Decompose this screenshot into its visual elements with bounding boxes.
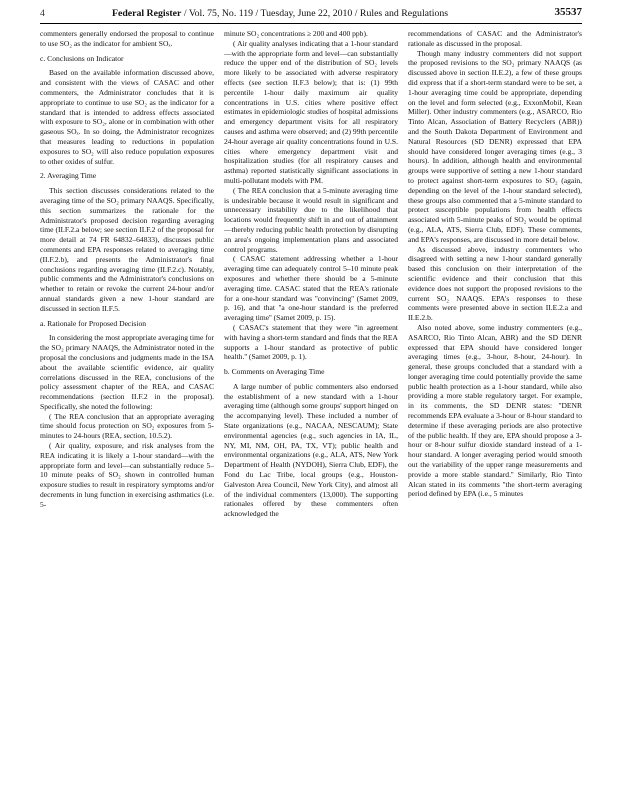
paragraph: In considering the most appropriate averaging time for the SO₂ primary NAAQS, the Administrator noted in the proposal the conclusions and judgments made in the ISA about the available scientific evidence, air quality correlations discussed in the REA, conclusions of the policy assessment chapter of the REA, and CASAC recommendations (section II.F.2 in the proposal). Specifically, she noted the following: xyxy=(40,333,214,411)
column-middle xyxy=(224,29,398,519)
paragraph: Though many industry commenters did not support the proposed revisions to the SO₂ primary NAAQS (as discussed above in section II.E.2), a few of these groups did express that if a short-term standard were to be set, a 1-hour averaging time could be appropriate, depending on the level and form selected (e.g., ExxonMobil, Kean Miller). Other industry commenters (e.g., ASARCO, Rio Tinto Alcan, Association of Battery Recyclers (ABR)) and the South Dakota Department of Environment and Natural Resources (SD DENR) expressed that EPA should have considered longer averaging times (e.g., 3 hours). In addition, although health and environmental groups were supportive of setting a new 1-hour standard to protect against short-term exposures to SO₂ (again, depending on the level of the 1-hour standard selected), these groups also commented that a 5-minute standard to protect susceptible populations from health effects associated with 5-minute peaks of SO₂ would be optimal (e.g., ALA, ATS, Sierra Club, EDF). These comments, and EPA's responses, are discussed in more detail below. xyxy=(408,48,582,244)
section-heading: 2. Averaging Time xyxy=(40,171,97,181)
paragraph: minute SO₂ concentrations ≥ 200 and 400 ppb). xyxy=(224,29,368,38)
bullet-paragraph: ( Air quality, exposure, and risk analyses from the REA indicating it is likely a 1-hour standard—with the appropriate form and level—can substantially reduce 5–10 minute peaks of SO₂ shown in controlled human exposure studies to result in respiratory symptoms and/or decrements in lung function in exercising asthmatics (i.e. 5- xyxy=(40,441,214,509)
bullet-paragraph: ( The REA conclusion that an appropriate averaging time should focus protection on SO₂ exposures from 5-minutes to 24-hours (REA, section, 10.5.2). xyxy=(40,411,214,441)
paragraph: Also noted above, some industry commenters (e.g., ASARCO, Rio Tinto Alcan, ABR) and the SD DENR expressed that EPA should have considered longer averaging times (e.g., 3-hour, 8-hour, 24-hour). In general, these groups concluded that a standard with a longer averaging time could potentially provide the same public health protection as a 1-hour standard, while also providing a more stable regulatory target. For example, in its comments, the SD DENR states: ''DENR recommends EPA evaluate a 3-hour or 8-hour standard to determine if these averaging periods are also protective of the public health. If they are, EPA should propose a 3-hour or 8-hour sulfur dioxide standard instead of a 1-hour standard. A longer averaging period would smooth out the variability of the upper range measurements and provide a more stable standard.'' Similarly, Rio Tinto Alcan stated in its comments ''the short-term averaging period defined by EPA (i.e., 5 minutes xyxy=(408,322,582,499)
bullet-paragraph: ( The REA conclusion that a 5-minute averaging time is undesirable because it would result in significant and unnecessary instability due to the likelihood that locations would frequently shift in and out of attainment—thereby reducing public health protection by disrupting an area's ongoing implementation plans and associated control programs. xyxy=(224,185,398,254)
paragraph: This section discusses considerations related to the averaging time of the SO₂ primary NAAQS. Specifically, this section summarizes the rationale for the Administrator's proposed decision regarding averaging time (II.F.2.a below; see section II.F.2 of the proposal for more detail at 74 FR 64832–64833), discusses public comments and EPA responses related to averaging time (II.F.2.b), and presents the Administrator's final conclusions regarding averaging time (II.F.2.c). Notably, public comments and the Administrator's conclusions on whether to retain or revoke the current 24-hour and/or annual standards given a new 1-hour standard are discussed in section II.F.5. xyxy=(40,186,214,313)
bullet-paragraph: ( CASAC's statement that they were ''in agreement with having a short-term standard and finds that the REA supports a 1-hour standard as protective of public health.'' (Samet 2009, p. 1). xyxy=(224,322,398,362)
section-heading: b. Comments on Averaging Time xyxy=(224,367,325,377)
paragraph: recommendations of CASAC and the Administrator's rationale as discussed in the proposal. xyxy=(408,29,582,48)
paragraph: As discussed above, industry commenters who disagreed with setting a new 1-hour standard generally based this conclusion on their interpretation of the scientific evidence and their conclusion that this evidence does not support the proposed revisions to the current SO₂ NAAQS. EPA's responses to these comments were presented above in section II.E.2.a and II.E.2.b. xyxy=(408,244,582,323)
issue-details: / Vol. 75, No. 119 / Tuesday, June 22, 2010 / Rules and Regulations xyxy=(183,8,449,19)
section-heading: c. Conclusions on Indicator xyxy=(40,53,124,63)
journal-title: Federal Register xyxy=(112,8,182,19)
margin-mark: 4 xyxy=(40,8,45,19)
page-header xyxy=(40,6,582,22)
page-number: 35537 xyxy=(554,6,582,18)
paragraph: A large number of public commenters also endorsed the establishment of a new standard with a 1-hour averaging time (although some groups' support hinged on the accompanying level). These included a number of State organizations (e.g., NACAA, NESCAUM); State environmental agencies (e.g., such agencies in IA, IL, NY, MI, NM, OH, PA, TX, VT); public health and environmental organizations (e.g., ALA, ATS, New York Department of Health (NYDOH), Sierra Club, EDF), the Fond du Lac Tribe, local groups (e.g., Houston-Galveston Area Council, New York City), and almost all of the individual commenters (13,000). The supporting rationales offered by these commenters often acknowledged the xyxy=(224,381,398,519)
section-heading: a. Rationale for Proposed Decision xyxy=(40,318,147,328)
column-left xyxy=(40,29,214,510)
column-right xyxy=(408,29,582,499)
running-head xyxy=(112,8,448,19)
bullet-paragraph: ( CASAC statement addressing whether a 1-hour averaging time can adequately control 5–10 minute peak exposures and whether there should be a 5-minute averaging time. CASAC stated that the REA's rationale for a one-hour standard was ''convincing'' (Samet 2009, p. 16), and that ''a one-hour standard is the preferred averaging time'' (Samet 2009, p. 15). xyxy=(224,254,398,323)
paragraph: Based on the available information discussed above, and consistent with the views of CASAC and other commenters, the Administrator concludes that it is appropriate to continue to use SO₂ as the indicator for a standard that is intended to address effects associated with exposure to SO₂, alone or in combination with other gaseous SOₓ. In so doing, the Administrator recognizes that measures leading to reductions in population exposures to SO₂ will also reduce population exposures to other oxides of sulfur. xyxy=(40,68,214,166)
header-rule xyxy=(40,23,582,24)
bullet-paragraph: ( Air quality analyses indicating that a 1-hour standard—with the appropriate form and level—can substantially reduce the upper end of the distribution of SO₂ levels more likely to be associated with adverse respiratory effects (see section II.F.3 below); that is: (1) 99th percentile 1-hour daily maximum air quality concentrations in U.S. cities where positive effect estimates in epidemiologic studies of hospital admissions and emergency department visits for all respiratory causes and asthma were observed; and (2) 99th percentile 24-hour average air quality concentrations found in U.S. cities where emergency department visit and hospitalization studies (for all respiratory causes and asthma) reported statistically significant associations in multi-pollutant models with PM. xyxy=(224,38,398,185)
paragraph: commenters generally endorsed the proposal to continue to use SO₂ as the indicator for ambient SOₓ. xyxy=(40,29,214,48)
